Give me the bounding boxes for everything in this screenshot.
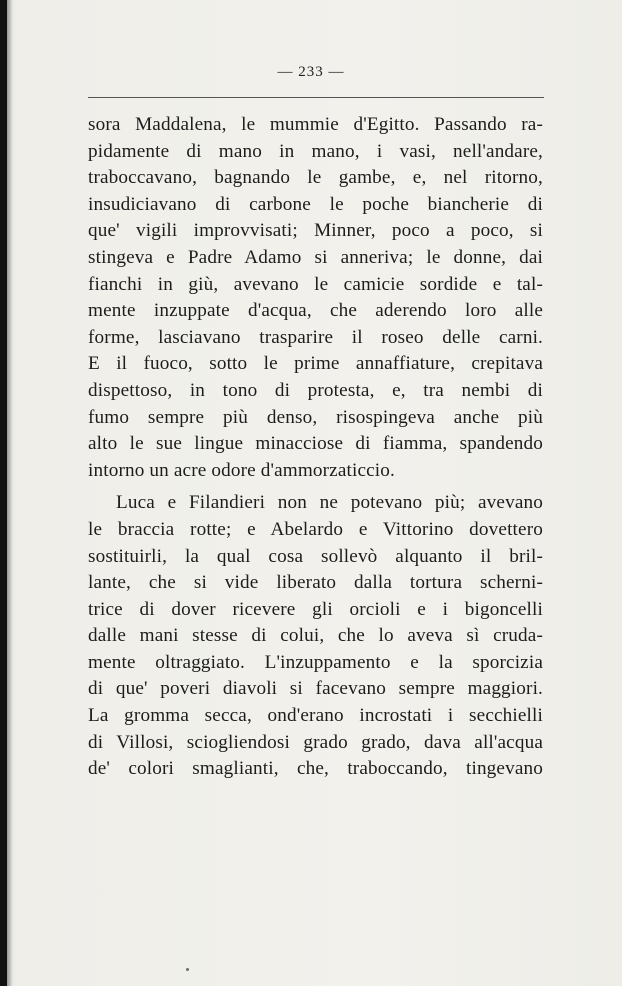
text-line: La gromma secca, ond'erano incrostati i secchielli [88, 705, 543, 727]
text-line: forme, lasciavano trasparire il roseo delle carni. [88, 326, 543, 348]
text-line: sora Maddalena, le mummie d'Egitto. Passando ra- [88, 114, 543, 135]
text-line: mente oltraggiato. L'inzuppamento e la sporcizia [88, 651, 543, 673]
text-line: trice di dover ricevere gli orcioli e i bigoncelli [88, 598, 543, 620]
paragraph-2 [88, 490, 543, 783]
header-rule [88, 97, 544, 98]
text-line: traboccavano, bagnando le gambe, e, nel ritorno, [88, 167, 543, 189]
text-line: mente inzuppate d'acqua, che aderendo loro alle [88, 300, 543, 322]
text-line: de' colori smaglianti, che, traboccando, tingevano [88, 758, 543, 780]
paper-speck [186, 968, 189, 971]
text-line: lante, che si vide liberato dalla tortura scherni- [88, 572, 543, 594]
text-line: le braccia rotte; e Abelardo e Vittorino dovettero [88, 518, 543, 540]
text-line: dalle mani stesse di colui, che lo aveva sì cruda- [88, 625, 543, 647]
text-line: stingeva e Padre Adamo si anneriva; le donne, dai [88, 246, 543, 268]
text-line: di que' poveri diavoli si facevano sempre maggiori. [88, 678, 543, 700]
text-line: que' vigili improvvisati; Minner, poco a poco, si [88, 220, 543, 242]
text-line: pidamente di mano in mano, i vasi, nell'andare, [88, 140, 543, 162]
text-line: fumo sempre più denso, risospingeva anche più [88, 406, 543, 428]
page-binding-edge [0, 0, 7, 986]
paragraph-1 [88, 112, 543, 484]
text-line: intorno un acre odore d'ammorzaticcio. [88, 459, 395, 481]
text-line: E il fuoco, sotto le prime annaffiature, crepitava [88, 353, 543, 375]
text-line: di Villosi, sciogliendosi grado grado, dava all'acqua [88, 731, 543, 753]
text-line: dispettoso, in tono di protesta, e, tra nembi di [88, 379, 543, 401]
body-text [88, 112, 543, 783]
text-line: insudiciavano di carbone le poche biancherie di [88, 193, 543, 215]
text-line: fianchi in giù, avevano le camicie sordide e tal- [88, 273, 543, 295]
page-number: — 233 — [277, 64, 345, 80]
text-line: sostituirli, la qual cosa sollevò alquanto il bril- [88, 545, 543, 567]
text-line: Luca e Filandieri non ne potevano più; avevano [116, 492, 543, 514]
text-line: alto le sue lingue minacciose di fiamma, spandendo [88, 433, 543, 455]
page-binding-shadow [7, 0, 13, 986]
